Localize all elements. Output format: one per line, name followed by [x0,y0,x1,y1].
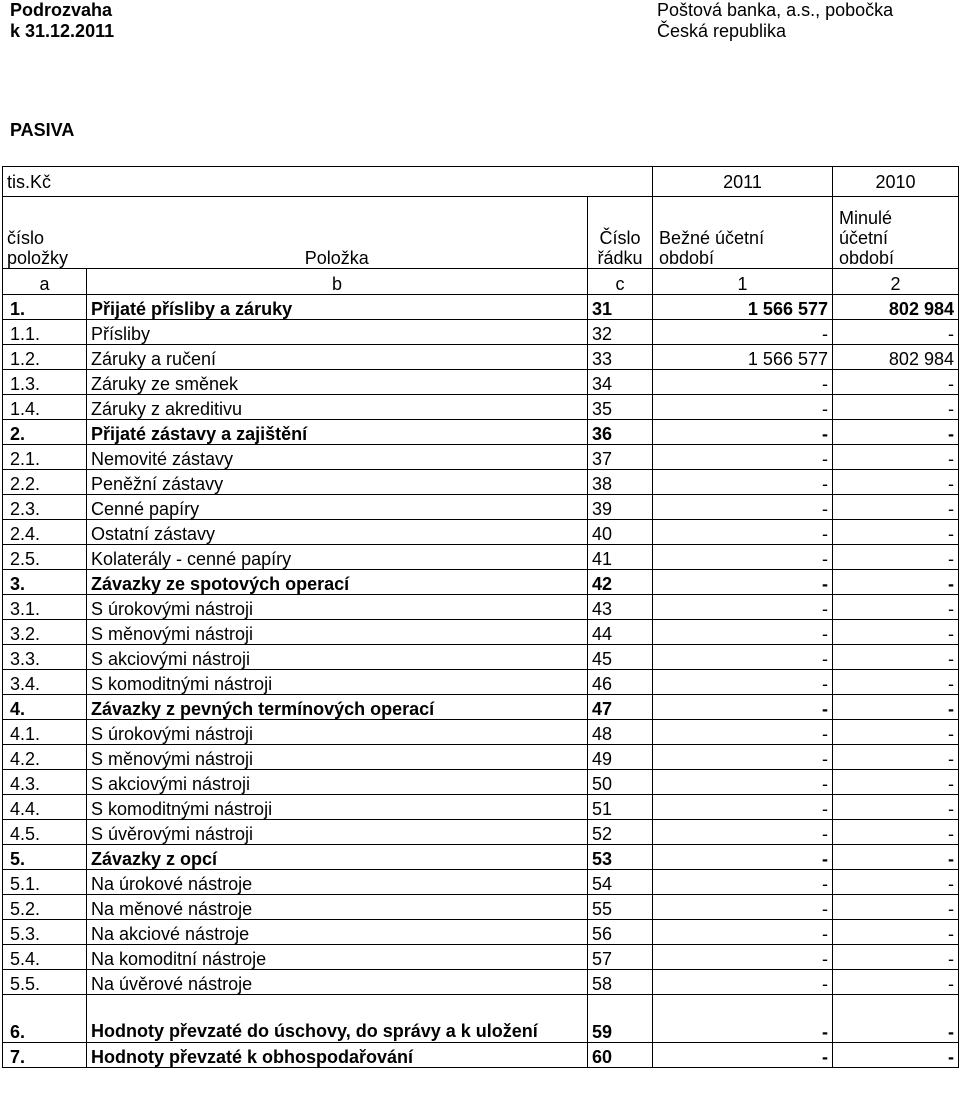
liabilities-table [2,166,959,1068]
row-number: 49 [588,745,653,770]
row-number: 32 [588,320,653,345]
row-number: 45 [588,645,653,670]
row-code: 6. [3,995,87,1043]
row-previous-value: - [833,545,959,570]
row-label: Přijaté zástavy a zajištění [87,420,588,445]
row-current-value: - [653,670,833,695]
section-title: PASIVA [10,120,75,140]
row-current-value: - [653,570,833,595]
row-label: Přijaté přísliby a záruky [87,295,588,320]
row-previous-value: - [833,645,959,670]
table-row [3,970,959,995]
row-previous-value: - [833,670,959,695]
table-row [3,895,959,920]
row-number: 53 [588,845,653,870]
row-number: 48 [588,720,653,745]
row-label: Závazky ze spotových operací [87,570,588,595]
row-code: 4.2. [3,745,87,770]
row-code: 3.3. [3,645,87,670]
table-row [3,720,959,745]
row-number: 31 [588,295,653,320]
table-body [3,295,959,1068]
row-previous-value: - [833,1043,959,1068]
row-current-value: - [653,520,833,545]
row-label: Cenné papíry [87,495,588,520]
column-letter: a [3,269,87,295]
row-current-value: - [653,795,833,820]
row-current-value: - [653,920,833,945]
row-code: 2.1. [3,445,87,470]
row-current-value: - [653,695,833,720]
row-current-value: - [653,370,833,395]
row-current-value: - [653,820,833,845]
row-number: 58 [588,970,653,995]
table-row [3,420,959,445]
header-item-number: číslo položky [3,197,87,269]
row-code: 5.5. [3,970,87,995]
row-previous-value: - [833,695,959,720]
row-number: 43 [588,595,653,620]
table-row [3,545,959,570]
row-current-value: - [653,945,833,970]
table-row [3,820,959,845]
row-code: 1.1. [3,320,87,345]
row-previous-value: - [833,620,959,645]
row-code: 3.2. [3,620,87,645]
row-label: S měnovými nástroji [87,745,588,770]
row-label: Kolaterály - cenné papíry [87,545,588,570]
row-label: S úrokovými nástroji [87,720,588,745]
bank-name-line2: Česká republika [657,21,787,41]
row-number: 34 [588,370,653,395]
row-number: 47 [588,695,653,720]
row-previous-value: - [833,470,959,495]
row-code: 5.2. [3,895,87,920]
row-number: 56 [588,920,653,945]
row-code: 4.3. [3,770,87,795]
row-previous-value: - [833,995,959,1043]
row-previous-value: - [833,595,959,620]
row-current-value: - [653,970,833,995]
table-row [3,295,959,320]
table-row [3,645,959,670]
row-current-value: - [653,545,833,570]
row-label: Přísliby [87,320,588,345]
row-current-value: 1 566 577 [653,295,833,320]
column-letter: 1 [653,269,833,295]
table-row [3,670,959,695]
row-label: Závazky z opcí [87,845,588,870]
row-label: S akciovými nástroji [87,770,588,795]
report-title [10,0,114,42]
row-previous-value: - [833,770,959,795]
row-label: Záruky z akreditivu [87,395,588,420]
row-number: 50 [588,770,653,795]
row-number: 59 [588,995,653,1043]
row-code: 1.2. [3,345,87,370]
table-row [3,745,959,770]
table-row [3,845,959,870]
row-label: S komoditnými nástroji [87,795,588,820]
table-row [3,395,959,420]
row-code: 4.5. [3,820,87,845]
header-previous-period: Minulé účetní období [833,197,959,269]
row-number: 35 [588,395,653,420]
table-row [3,620,959,645]
row-code: 5.4. [3,945,87,970]
row-number: 57 [588,945,653,970]
header-row-number: Číslo řádku [588,197,653,269]
row-current-value: - [653,720,833,745]
table-row [3,995,959,1043]
row-number: 60 [588,1043,653,1068]
row-label: S měnovými nástroji [87,620,588,645]
row-current-value: - [653,420,833,445]
row-code: 7. [3,1043,87,1068]
bank-name [657,0,893,42]
row-number: 46 [588,670,653,695]
table-row [3,595,959,620]
row-code: 4.1. [3,720,87,745]
row-label: Hodnoty převzaté k obhospodařování [87,1043,588,1068]
header-current-period: Bežné účetní období [653,197,833,269]
row-label: Na úvěrové nástroje [87,970,588,995]
table-row [3,770,959,795]
table-row [3,370,959,395]
row-previous-value: - [833,820,959,845]
row-number: 52 [588,820,653,845]
row-previous-value: - [833,320,959,345]
row-number: 39 [588,495,653,520]
row-label: Nemovité zástavy [87,445,588,470]
row-previous-value: - [833,795,959,820]
table-row [3,570,959,595]
row-label: S úrokovými nástroji [87,595,588,620]
row-label: Na akciové nástroje [87,920,588,945]
row-current-value: - [653,645,833,670]
row-number: 44 [588,620,653,645]
row-label: S úvěrovými nástroji [87,820,588,845]
row-previous-value: - [833,395,959,420]
row-previous-value: - [833,520,959,545]
column-header-row [3,197,959,269]
unit-year-row [3,167,959,197]
row-previous-value: - [833,895,959,920]
row-number: 40 [588,520,653,545]
report-title-line1: Podrozvaha [10,0,113,20]
row-code: 3.1. [3,595,87,620]
row-number: 37 [588,445,653,470]
row-current-value: - [653,995,833,1043]
row-label: Hodnoty převzaté do úschovy, do správy a k uložení [87,995,588,1043]
row-code: 1. [3,295,87,320]
row-current-value: - [653,845,833,870]
table-row [3,445,959,470]
row-number: 42 [588,570,653,595]
column-letter-row [3,269,959,295]
row-label: S akciovými nástroji [87,645,588,670]
table-row [3,495,959,520]
table-row [3,320,959,345]
row-code: 2.4. [3,520,87,545]
table-row [3,470,959,495]
row-previous-value: - [833,370,959,395]
table-row [3,695,959,720]
bank-name-line1: Poštová banka, a.s., pobočka [657,0,894,20]
row-previous-value: - [833,495,959,520]
row-number: 51 [588,795,653,820]
row-previous-value: - [833,445,959,470]
table-row [3,870,959,895]
row-current-value: - [653,320,833,345]
row-previous-value: - [833,870,959,895]
table-row [3,945,959,970]
row-current-value: - [653,895,833,920]
row-label: Záruky ze směnek [87,370,588,395]
row-code: 1.3. [3,370,87,395]
row-label: Peněžní zástavy [87,470,588,495]
row-label: S komoditnými nástroji [87,670,588,695]
row-code: 5.1. [3,870,87,895]
row-number: 55 [588,895,653,920]
row-label: Na komoditní nástroje [87,945,588,970]
row-code: 1.4. [3,395,87,420]
row-label: Záruky a ručení [87,345,588,370]
column-letter: 2 [833,269,959,295]
row-label: Ostatní zástavy [87,520,588,545]
row-code: 5.3. [3,920,87,945]
table-row [3,345,959,370]
row-code: 4.4. [3,795,87,820]
table-row [3,795,959,820]
row-current-value: 1 566 577 [653,345,833,370]
table-row [3,520,959,545]
row-current-value: - [653,1043,833,1068]
row-current-value: - [653,620,833,645]
year-current: 2011 [653,167,833,197]
row-code: 3.4. [3,670,87,695]
row-current-value: - [653,770,833,795]
row-label: Na měnové nástroje [87,895,588,920]
row-current-value: - [653,870,833,895]
row-number: 54 [588,870,653,895]
row-current-value: - [653,595,833,620]
row-previous-value: - [833,970,959,995]
header-item: Položka [87,197,588,269]
row-current-value: - [653,470,833,495]
row-previous-value: - [833,845,959,870]
row-label: Závazky z pevných termínových operací [87,695,588,720]
row-code: 2.2. [3,470,87,495]
row-code: 5. [3,845,87,870]
row-current-value: - [653,495,833,520]
row-previous-value: 802 984 [833,345,959,370]
row-previous-value: - [833,420,959,445]
row-number: 33 [588,345,653,370]
table-row [3,920,959,945]
row-code: 4. [3,695,87,720]
table-row [3,1043,959,1068]
row-previous-value: - [833,920,959,945]
row-previous-value: - [833,945,959,970]
row-previous-value: - [833,570,959,595]
unit-label: tis.Kč [3,167,87,197]
row-code: 2.5. [3,545,87,570]
year-previous: 2010 [833,167,959,197]
row-previous-value: - [833,745,959,770]
row-current-value: - [653,745,833,770]
row-current-value: - [653,445,833,470]
column-letter: b [87,269,588,295]
row-code: 2.3. [3,495,87,520]
row-label: Na úrokové nástroje [87,870,588,895]
row-number: 36 [588,420,653,445]
row-number: 38 [588,470,653,495]
row-number: 41 [588,545,653,570]
row-code: 2. [3,420,87,445]
row-previous-value: - [833,720,959,745]
row-previous-value: 802 984 [833,295,959,320]
report-date: k 31.12.2011 [10,21,115,41]
column-letter: c [588,269,653,295]
row-current-value: - [653,395,833,420]
row-code: 3. [3,570,87,595]
